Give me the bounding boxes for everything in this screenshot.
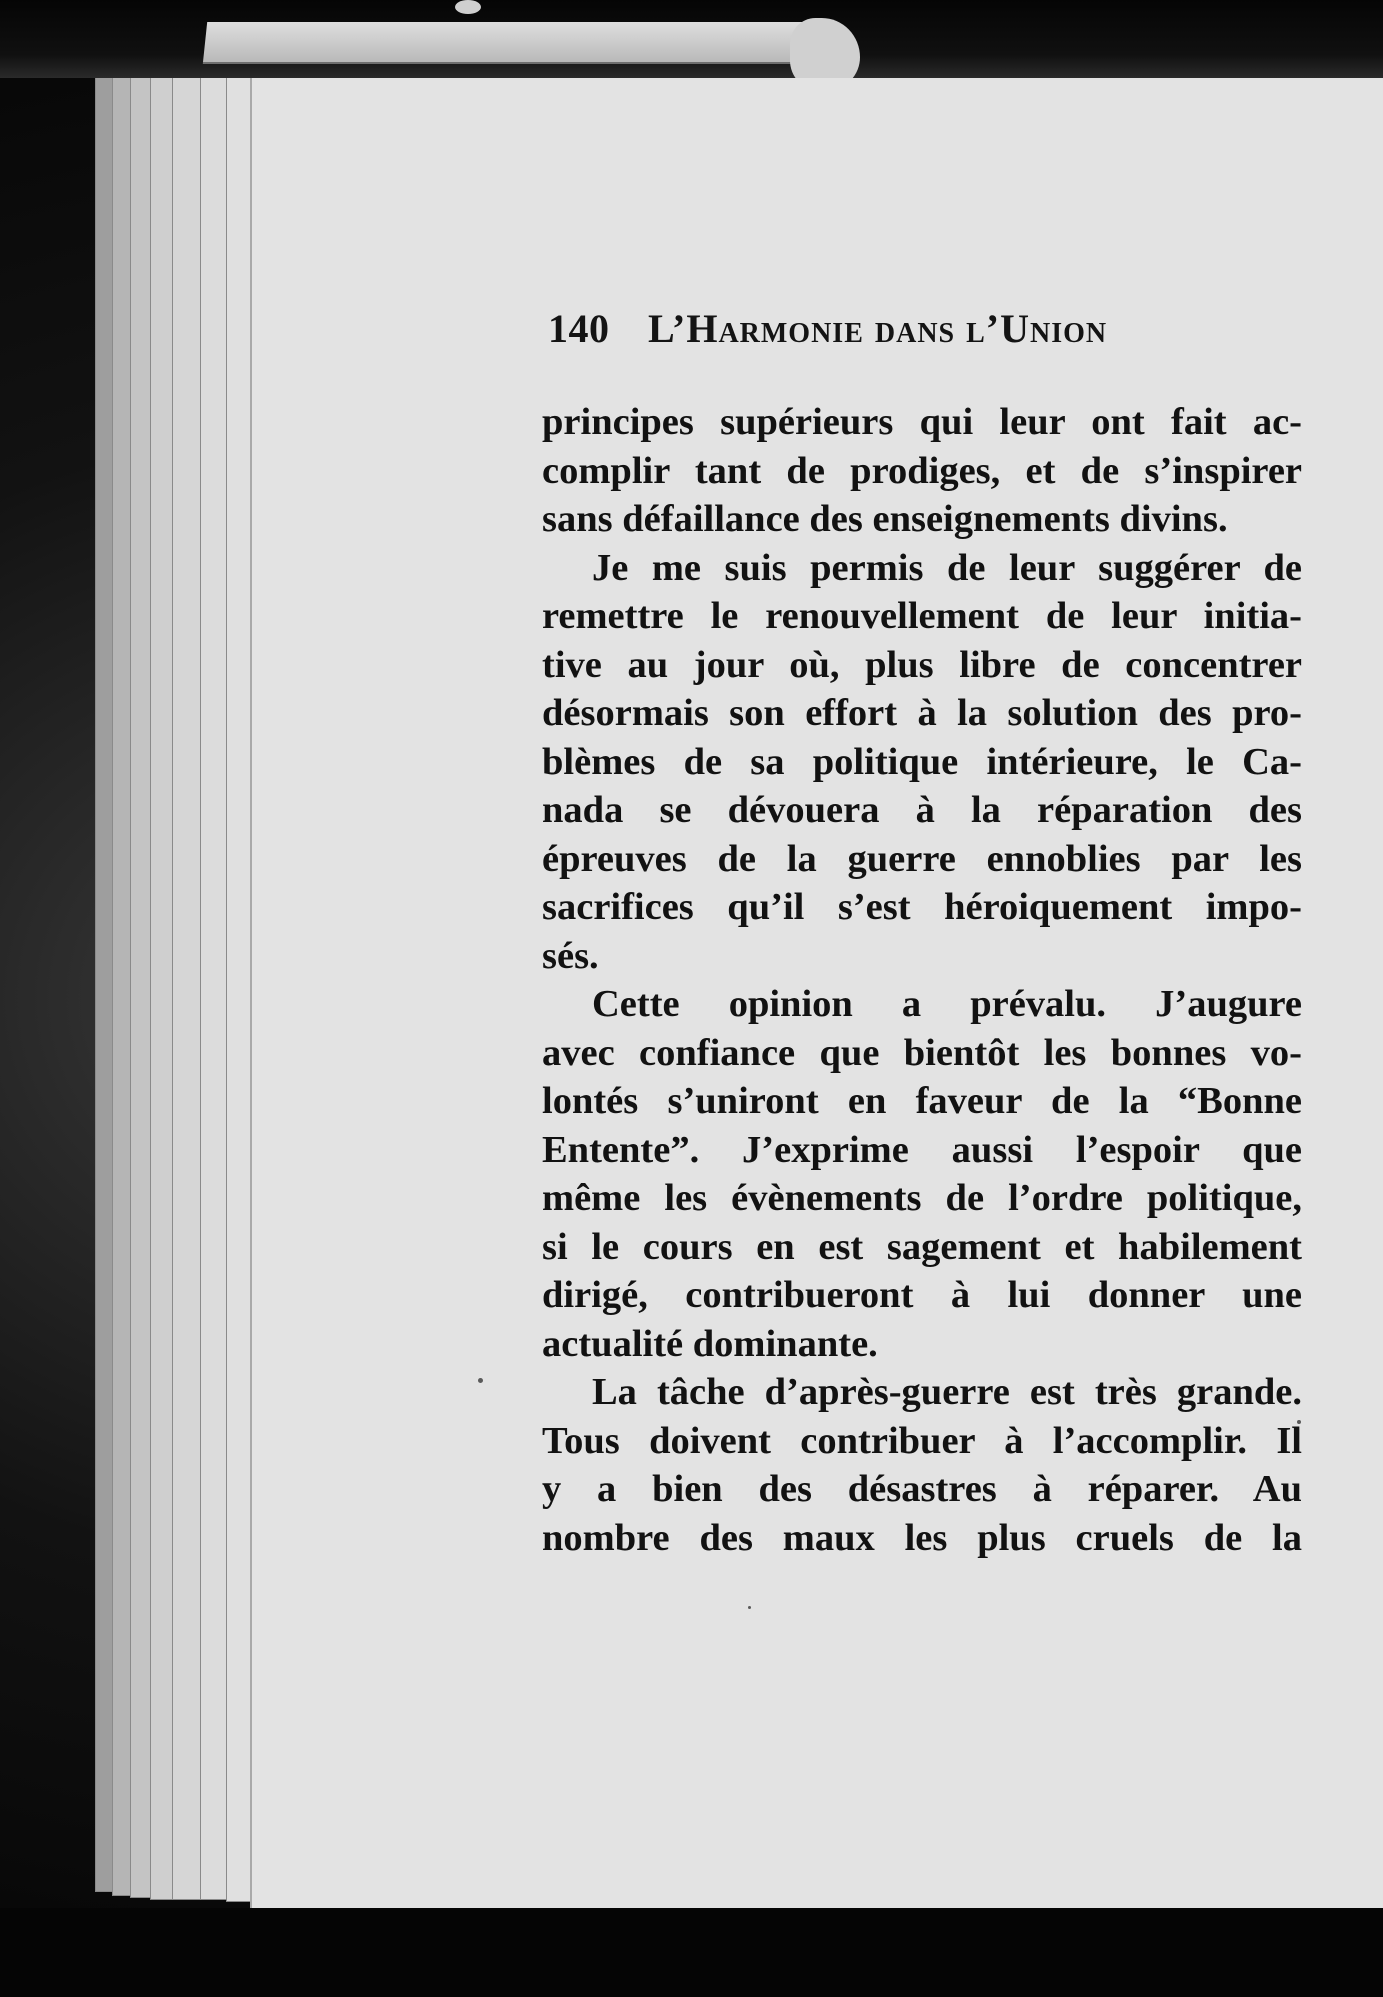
text-line: tive au jour où, plus libre de concentrer xyxy=(542,643,1302,686)
text-line: Cette opinion a prévalu. J’augure xyxy=(592,983,1302,1025)
text-line: épreuves de la guerre ennoblies par les xyxy=(542,837,1302,880)
text-line: actualité dominante. xyxy=(542,1322,878,1365)
running-head xyxy=(548,305,1188,361)
text-line: Je me suis permis de leur suggérer de xyxy=(592,546,1302,589)
scan-speck xyxy=(748,1606,751,1609)
text-line: si le cours en est sagement et habilement xyxy=(542,1225,1302,1268)
text-line: remettre le renouvellement de leur initia- xyxy=(542,595,1302,637)
text-line: même les évènements de l’ordre politique, xyxy=(542,1177,1302,1219)
text-line: sacrifices qu’il s’est héroiquement impo- xyxy=(542,886,1302,928)
text-line: y a bien des désastres à réparer. Au xyxy=(542,1468,1302,1510)
book-spine-edge xyxy=(203,22,827,64)
scan-speck xyxy=(478,1378,483,1383)
page-number: 140 xyxy=(548,306,610,351)
text-line: dirigé, contribueront à lui donner une xyxy=(542,1274,1302,1316)
bottom-shadow xyxy=(0,1908,1383,1997)
text-line: principes supérieurs qui leur ont fait ac- xyxy=(542,401,1302,443)
text-line: désormais son effort à la solution des pro- xyxy=(542,692,1302,734)
text-line: sés. xyxy=(542,934,599,977)
running-head-title: L’Harmonie dans l’Union xyxy=(648,306,1108,351)
text-line: La tâche d’après-guerre est très grande. xyxy=(592,1371,1302,1413)
text-line: sans défaillance des enseignements divins. xyxy=(542,498,1228,540)
text-line: complir tant de prodiges, et de s’inspirer xyxy=(542,449,1302,492)
text-line: Tous doivent contribuer à l’accomplir. Il xyxy=(542,1419,1302,1462)
body-text xyxy=(542,398,1302,1562)
text-line: Entente”. J’exprime aussi l’espoir que xyxy=(542,1128,1302,1171)
text-line: nombre des maux les plus cruels de la xyxy=(542,1516,1302,1559)
text-line: blèmes de sa politique intérieure, le Ca- xyxy=(542,740,1302,783)
text-line: avec confiance que bientôt les bonnes vo- xyxy=(542,1031,1302,1074)
scan-blot xyxy=(455,0,481,14)
text-line: lontés s’uniront en faveur de la “Bonne xyxy=(542,1080,1302,1122)
text-line: nada se dévouera à la réparation des xyxy=(542,789,1302,831)
